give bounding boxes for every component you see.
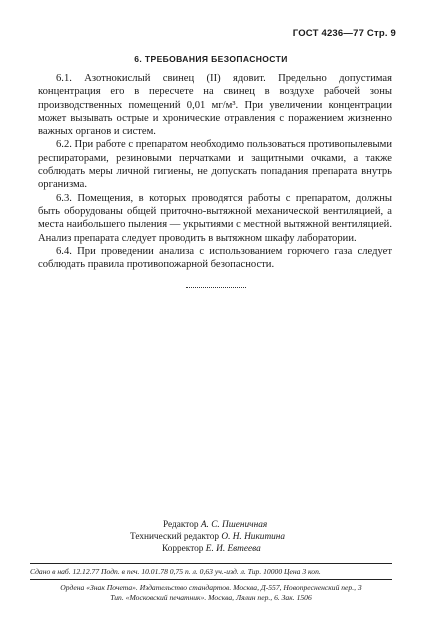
editor-label: Редактор — [163, 520, 199, 530]
editorial-credits — [130, 519, 330, 556]
proofreader-label: Корректор — [162, 544, 204, 555]
imprint-bottom-rule — [30, 579, 392, 580]
proofreader-name: Е. И. Евтеева — [205, 544, 261, 555]
paragraph-6-1: 6.1. Азотнокислый свинец (II) ядовит. Предельно допустимая концентрация его в пересчете на свинец в воздухе рабочей зоны производственных помещений 0,01 мг/м³. При увеличении концентрации может вызывать острые и хронические отравления с поражением жизненно важных органов и систем. — [38, 73, 392, 138]
paragraph-6-2: 6.2. При работе с препаратом необходимо пользоваться противопылевыми респираторами, резиновыми перчатками и защитными очками, а также соблюдать меры личной гигиены, не допускать попадания препарата внутрь организма. — [38, 139, 392, 191]
printer-line: Тип. «Московский печатник». Москва, Лялин пер., 6. Зак. 1506 — [110, 592, 312, 602]
imprint-top-rule — [30, 563, 392, 564]
proofreader-line — [130, 543, 330, 555]
standard-header: ГОСТ 4236—77 Стр. 9 — [292, 28, 396, 39]
section-divider — [186, 287, 246, 288]
tech-editor-line — [130, 531, 330, 543]
tech-editor-label: Технический редактор — [130, 532, 220, 543]
paragraph-6-3: 6.3. Помещения, в которых проводятся работы с препаратом, должны быть оборудованы общей приточно-вытяжной механической вентиляцией, а места наибольшего пыления — укрытиями с местной вытяжной вентиляцией. Анализ препарата следует проводить в вытяжном шкафу лаборатории. — [38, 192, 392, 244]
editor-line — [130, 519, 330, 531]
imprint-line: Сдано в наб. 12.12.77 Подп. в печ. 10.01.78 0,75 п. л. 0,63 уч.-изд. л. Тир. 10000 Цена 3 коп. — [30, 567, 321, 576]
paragraph-6-4: 6.4. При проведении анализа с использованием горючего газа следует соблюдать правила противопожарной безопасности. — [38, 245, 392, 271]
editor-name: А. С. Пшеничная — [200, 520, 268, 530]
publisher-line: Ордена «Знак Почета». Издательство стандартов. Москва, Д-557, Новопресненский пер., 3 — [60, 583, 362, 592]
publisher-footer — [30, 583, 392, 602]
section-body — [38, 72, 392, 271]
section-title: 6. ТРЕБОВАНИЯ БЕЗОПАСНОСТИ — [134, 54, 288, 64]
tech-editor-name: О. Н. Никитина — [221, 532, 286, 543]
